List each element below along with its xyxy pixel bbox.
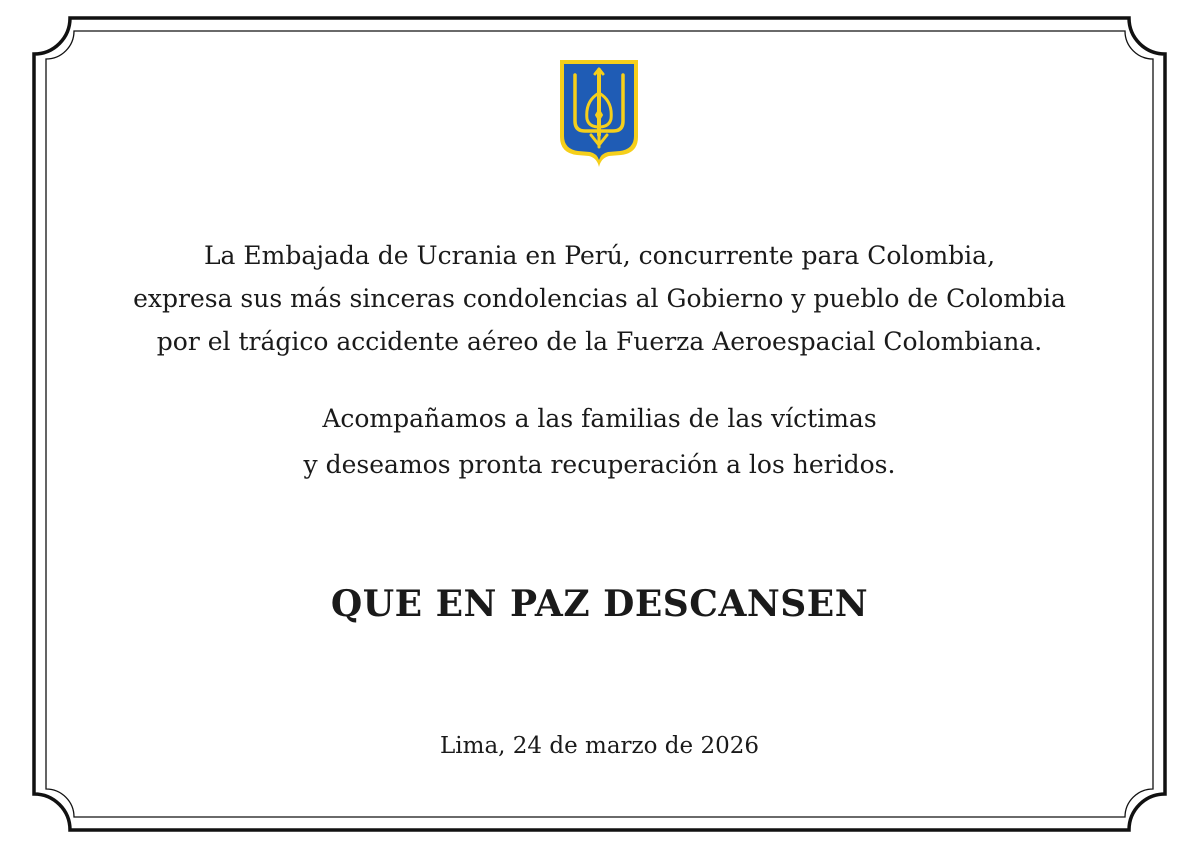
ukraine-trident-coat-of-arms-icon [557,57,641,171]
condolence-line-2: expresa sus más sinceras condolencias al Gobierno y pueblo de Colombia [133,284,1066,313]
closing-heading: QUE EN PAZ DESCANSEN [330,583,869,625]
support-paragraph [0,396,1199,488]
condolence-paragraph [0,234,1199,363]
condolence-line-1: La Embajada de Ucrania en Perú, concurrente para Colombia, [203,241,996,270]
support-line-1: Acompañamos a las familias de las víctimas [322,404,877,433]
place-date: Lima, 24 de marzo de 2026 [440,733,759,759]
support-line-2: y deseamos pronta recuperación a los heridos. [303,450,896,479]
condolence-line-3: por el trágico accidente aéreo de la Fuerza Aeroespacial Colombiana. [156,327,1043,356]
